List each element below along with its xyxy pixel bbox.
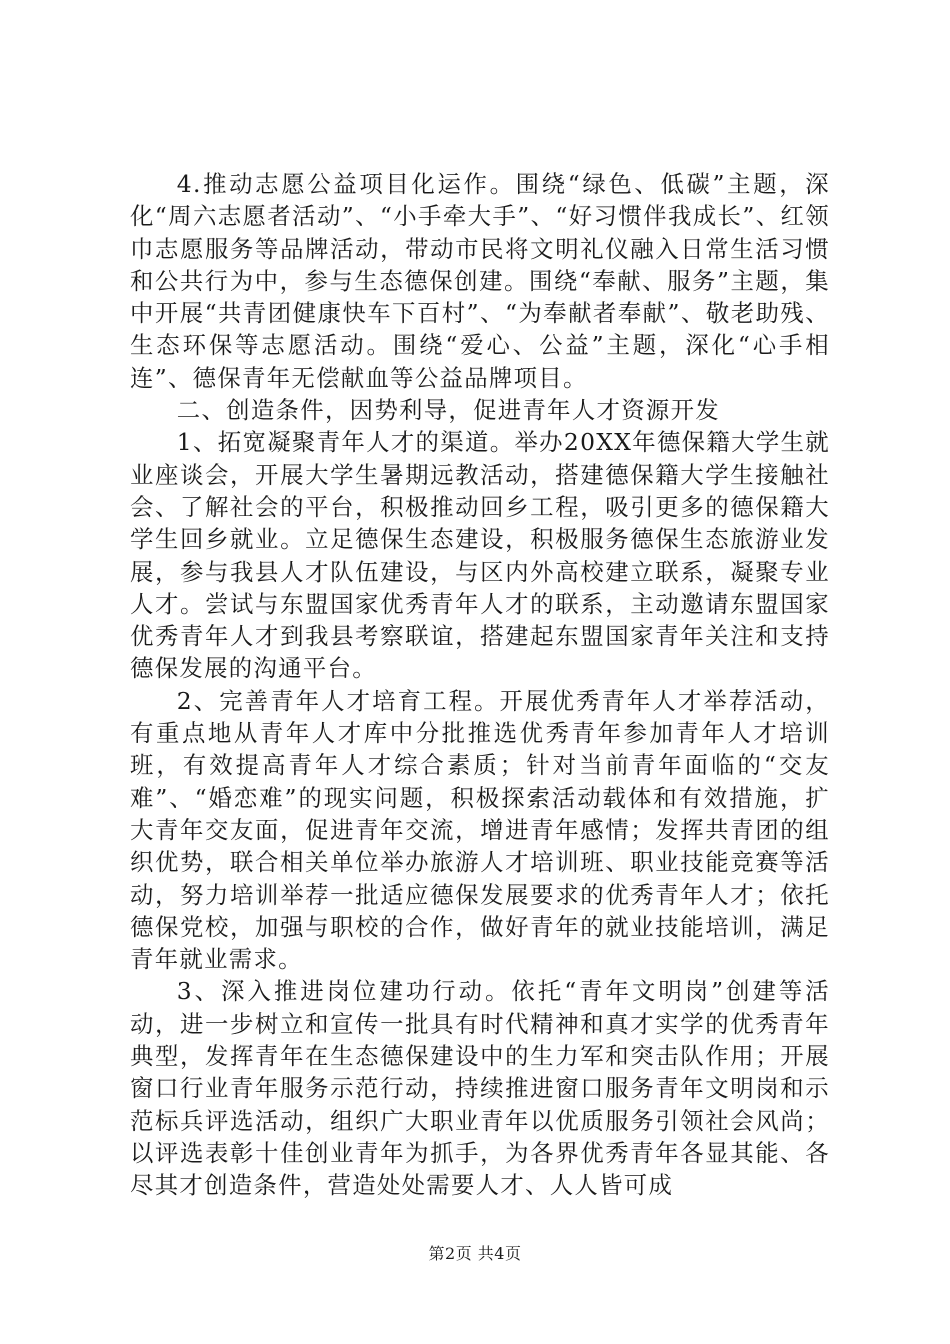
paragraph-talent-training: 2、完善青年人才培育工程。开展优秀青年人才举荐活动，有重点地从青年人才库中分批推选优秀青年参加青年人才培训班，有效提高青年人才综合素质；针对当前青年面临的“交友难”、“婚恋难”的现实问题，积极探索活动载体和有效措施，扩大青年交友面，促进青年交流，增进青年感情；发挥共青团的组织优势，联合相关单位举办旅游人才培训班、职业技能竞赛等活动，努力培训举荐一批适应德保发展要求的优秀青年人才；依托德保党校，加强与职校的合作，做好青年的就业技能培训，满足青年就业需求。 (130, 686, 830, 974)
paragraph-post-merit: 3、深入推进岗位建功行动。依托“青年文明岗”创建等活动，进一步树立和宣传一批具有时代精神和真才实学的优秀青年典型，发挥青年在生态德保建设中的生力军和突击队作用；开展窗口行业青年服务示范行动，持续推进窗口服务青年文明岗和示范标兵评选活动，组织广大职业青年以优质服务引领社会风尚；以评选表彰十佳创业青年为抓手，为各界优秀青年各显其能、各尽其才创造条件，营造处处需要人才、人人皆可成 (130, 977, 830, 1200)
paragraph-talent-channels: 1、拓宽凝聚青年人才的渠道。举办20XX年德保籍大学生就业座谈会，开展大学生暑期远教活动，搭建德保籍大学生接触社会、了解社会的平台，积极推动回乡工程，吸引更多的德保籍大学生回乡就业。立足德保生态建设，积极服务德保生态旅游业发展，参与我县人才队伍建设，与区内外高校建立联系，凝聚专业人才。尝试与东盟国家优秀青年人才的联系，主动邀请东盟国家优秀青年人才到我县考察联谊，搭建起东盟国家青年关注和支持德保发展的沟通平台。 (130, 428, 830, 683)
section-heading-talent: 二、创造条件，因势利导，促进青年人才资源开发 (176, 396, 720, 425)
document-body (130, 168, 830, 1202)
page-number-footer: 第2页 共4页 (428, 1244, 522, 1263)
paragraph-volunteer-projects: 4.推动志愿公益项目化运作。围绕“绿色、低碳”主题，深化“周六志愿者活动”、“小手牵大手”、“好习惯伴我成长”、红领巾志愿服务等品牌活动，带动市民将文明礼仪融入日常生活习惯和公共行为中，参与生态德保创建。围绕“奉献、服务”主题，集中开展“共青团健康快车下百村”、“为奉献者奉献”、敬老助残、生态环保等志愿活动。围绕“爱心、公益”主题，深化“心手相连”、德保青年无偿献血等公益品牌项目。 (130, 170, 830, 392)
